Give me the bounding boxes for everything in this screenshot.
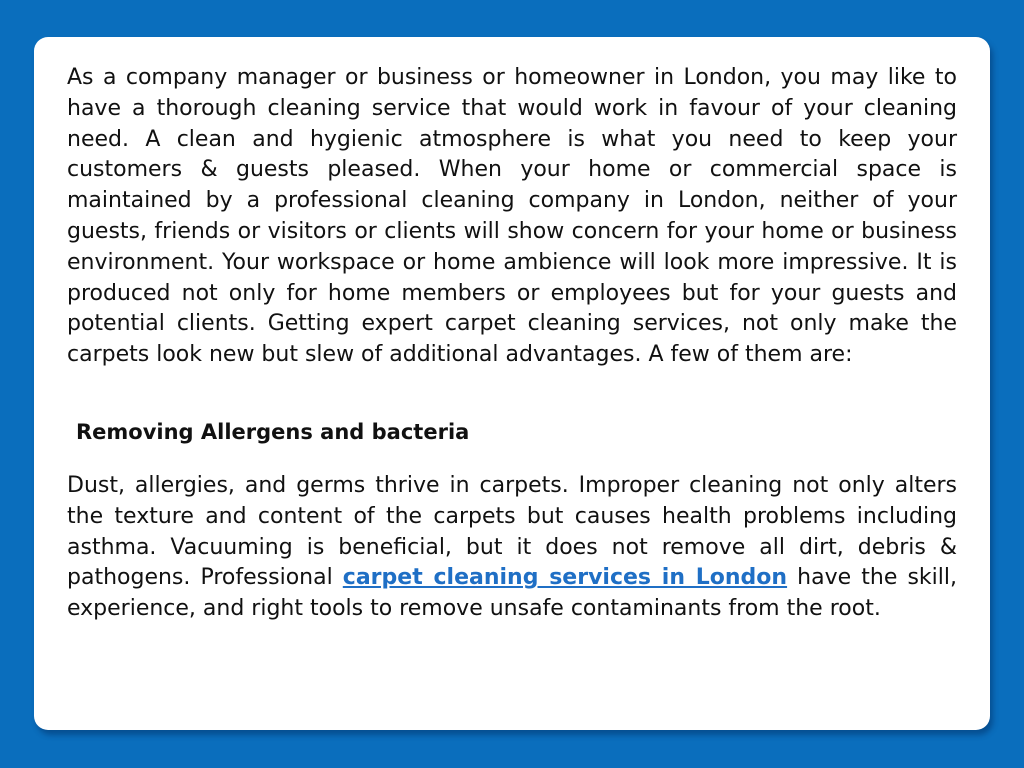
allergens-text-after-link: have the skill, experience, and right tools to remove unsafe contaminants from the root. [67,565,957,622]
content-card [34,37,990,730]
section-heading: Removing Allergens and bacteria [76,419,470,444]
allergens-text-before-link: Dust, allergies, and germs thrive in carpets. Improper cleaning not only alters the texture and content of the carpets but causes health problems including asthma. Vacuuming is beneficial, but it does not remove all dirt, debris & pathogens. Professional [67,472,957,591]
allergens-paragraph [67,471,957,625]
carpet-cleaning-link[interactable]: carpet cleaning services in London [342,565,788,591]
intro-paragraph: As a company manager or business or homeowner in London, you may like to have a thorough cleaning service that would work in favour of your cleaning need. A clean and hygienic atmosphere is what you need to keep your customers & guests pleased. When your home or commercial space is maintained by a professional cleaning company in London, neither of your guests, friends or visitors or clients will show concern for your home or business environment. Your workspace or home ambience will look more impressive. It is produced not only for home members or employees but for your guests and potential clients. Getting expert carpet cleaning services, not only make the carpets look new but slew of additional advantages. A few of them are: [67,65,957,368]
